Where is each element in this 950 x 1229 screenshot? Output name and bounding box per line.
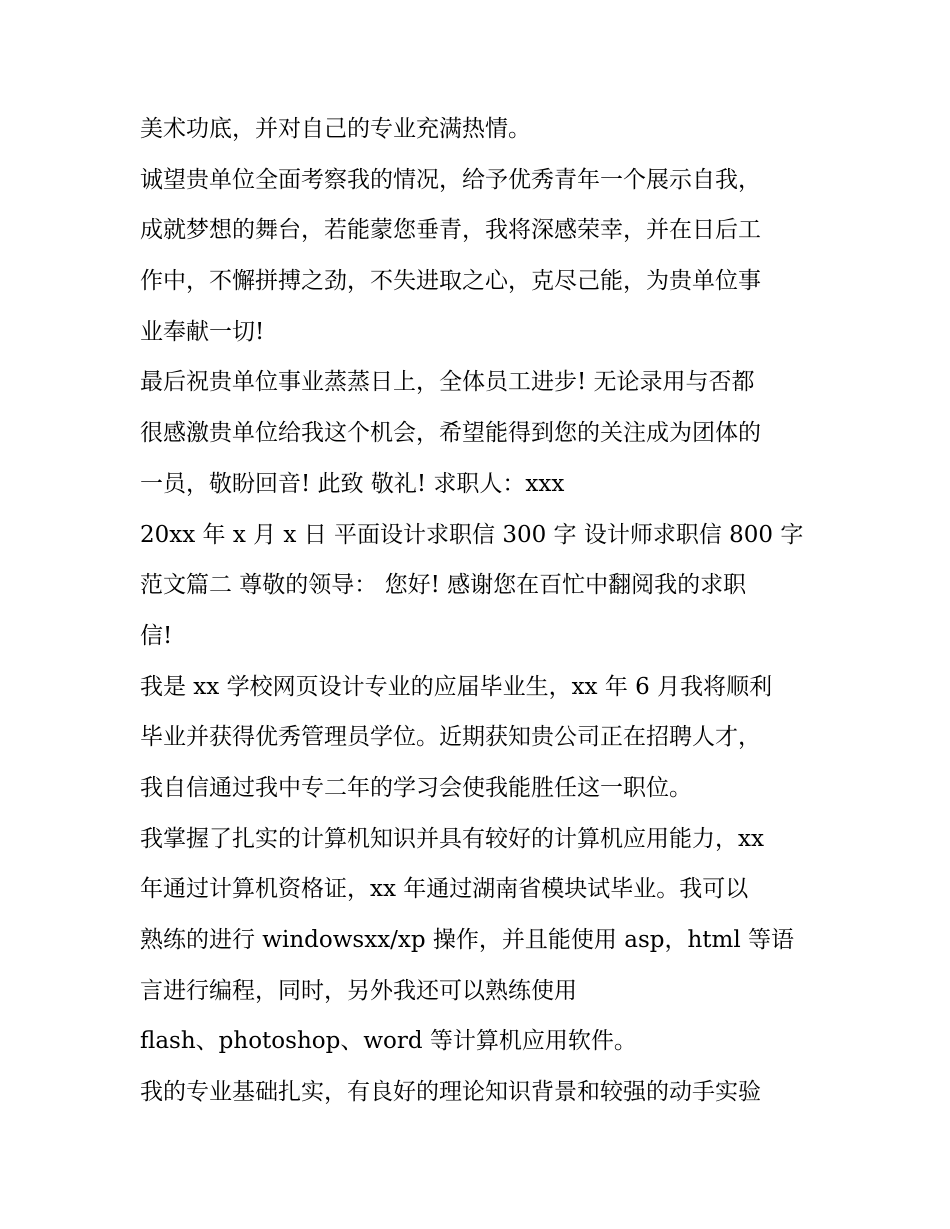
text-line: 诚望贵单位全面考察我的情况，给予优秀青年一个展示自我， (140, 166, 761, 193)
text-line: 作中，不懈拼搏之劲，不失进取之心，克尽己能，为贵单位事 (140, 268, 761, 295)
text-line: 我自信通过我中专二年的学习会使我能胜任这一职位。 (140, 774, 692, 801)
text-line: 很感激贵单位给我这个机会，希望能得到您的关注成为团体的 (140, 420, 761, 447)
text-line: 我的专业基础扎实，有良好的理论知识背景和较强的动手实验 (140, 1079, 761, 1106)
text-line: 言进行编程，同时，另外我还可以熟练使用 (140, 977, 577, 1004)
text-line: 我掌握了扎实的计算机知识并具有较好的计算机应用能力，xx (140, 825, 764, 852)
text-line: 20xx 年 x 月 x 日 平面设计求职信 300 字 设计师求职信 800 字 (140, 521, 804, 548)
text-line: 我是 xx 学校网页设计专业的应届毕业生，xx 年 6 月我将顺利 (140, 673, 773, 700)
text-line: 范文篇二 尊敬的领导： 您好! 感谢您在百忙中翻阅我的求职 (140, 572, 747, 599)
text-line: flash、photoshop、word 等计算机应用软件。 (140, 1028, 637, 1055)
body-text (140, 104, 820, 1118)
text-line: 信! (140, 622, 173, 649)
text-line: 最后祝贵单位事业蒸蒸日上，全体员工进步! 无论录用与否都 (140, 369, 755, 396)
text-line: 成就梦想的舞台，若能蒙您垂青，我将深感荣幸，并在日后工 (140, 217, 761, 244)
text-line: 年通过计算机资格证，xx 年通过湖南省模块试毕业。我可以 (140, 876, 749, 903)
text-line: 熟练的进行 windowsxx/xp 操作，并且能使用 asp，html 等语 (140, 927, 795, 953)
text-line: 毕业并获得优秀管理员学位。近期获知贵公司正在招聘人才， (140, 724, 761, 751)
text-line: 一员，敬盼回音! 此致 敬礼! 求职人：xxx (140, 470, 565, 497)
text-line: 业奉献一切! (140, 318, 265, 345)
text-line: 美术功底，并对自己的专业充满热情。 (140, 116, 531, 142)
